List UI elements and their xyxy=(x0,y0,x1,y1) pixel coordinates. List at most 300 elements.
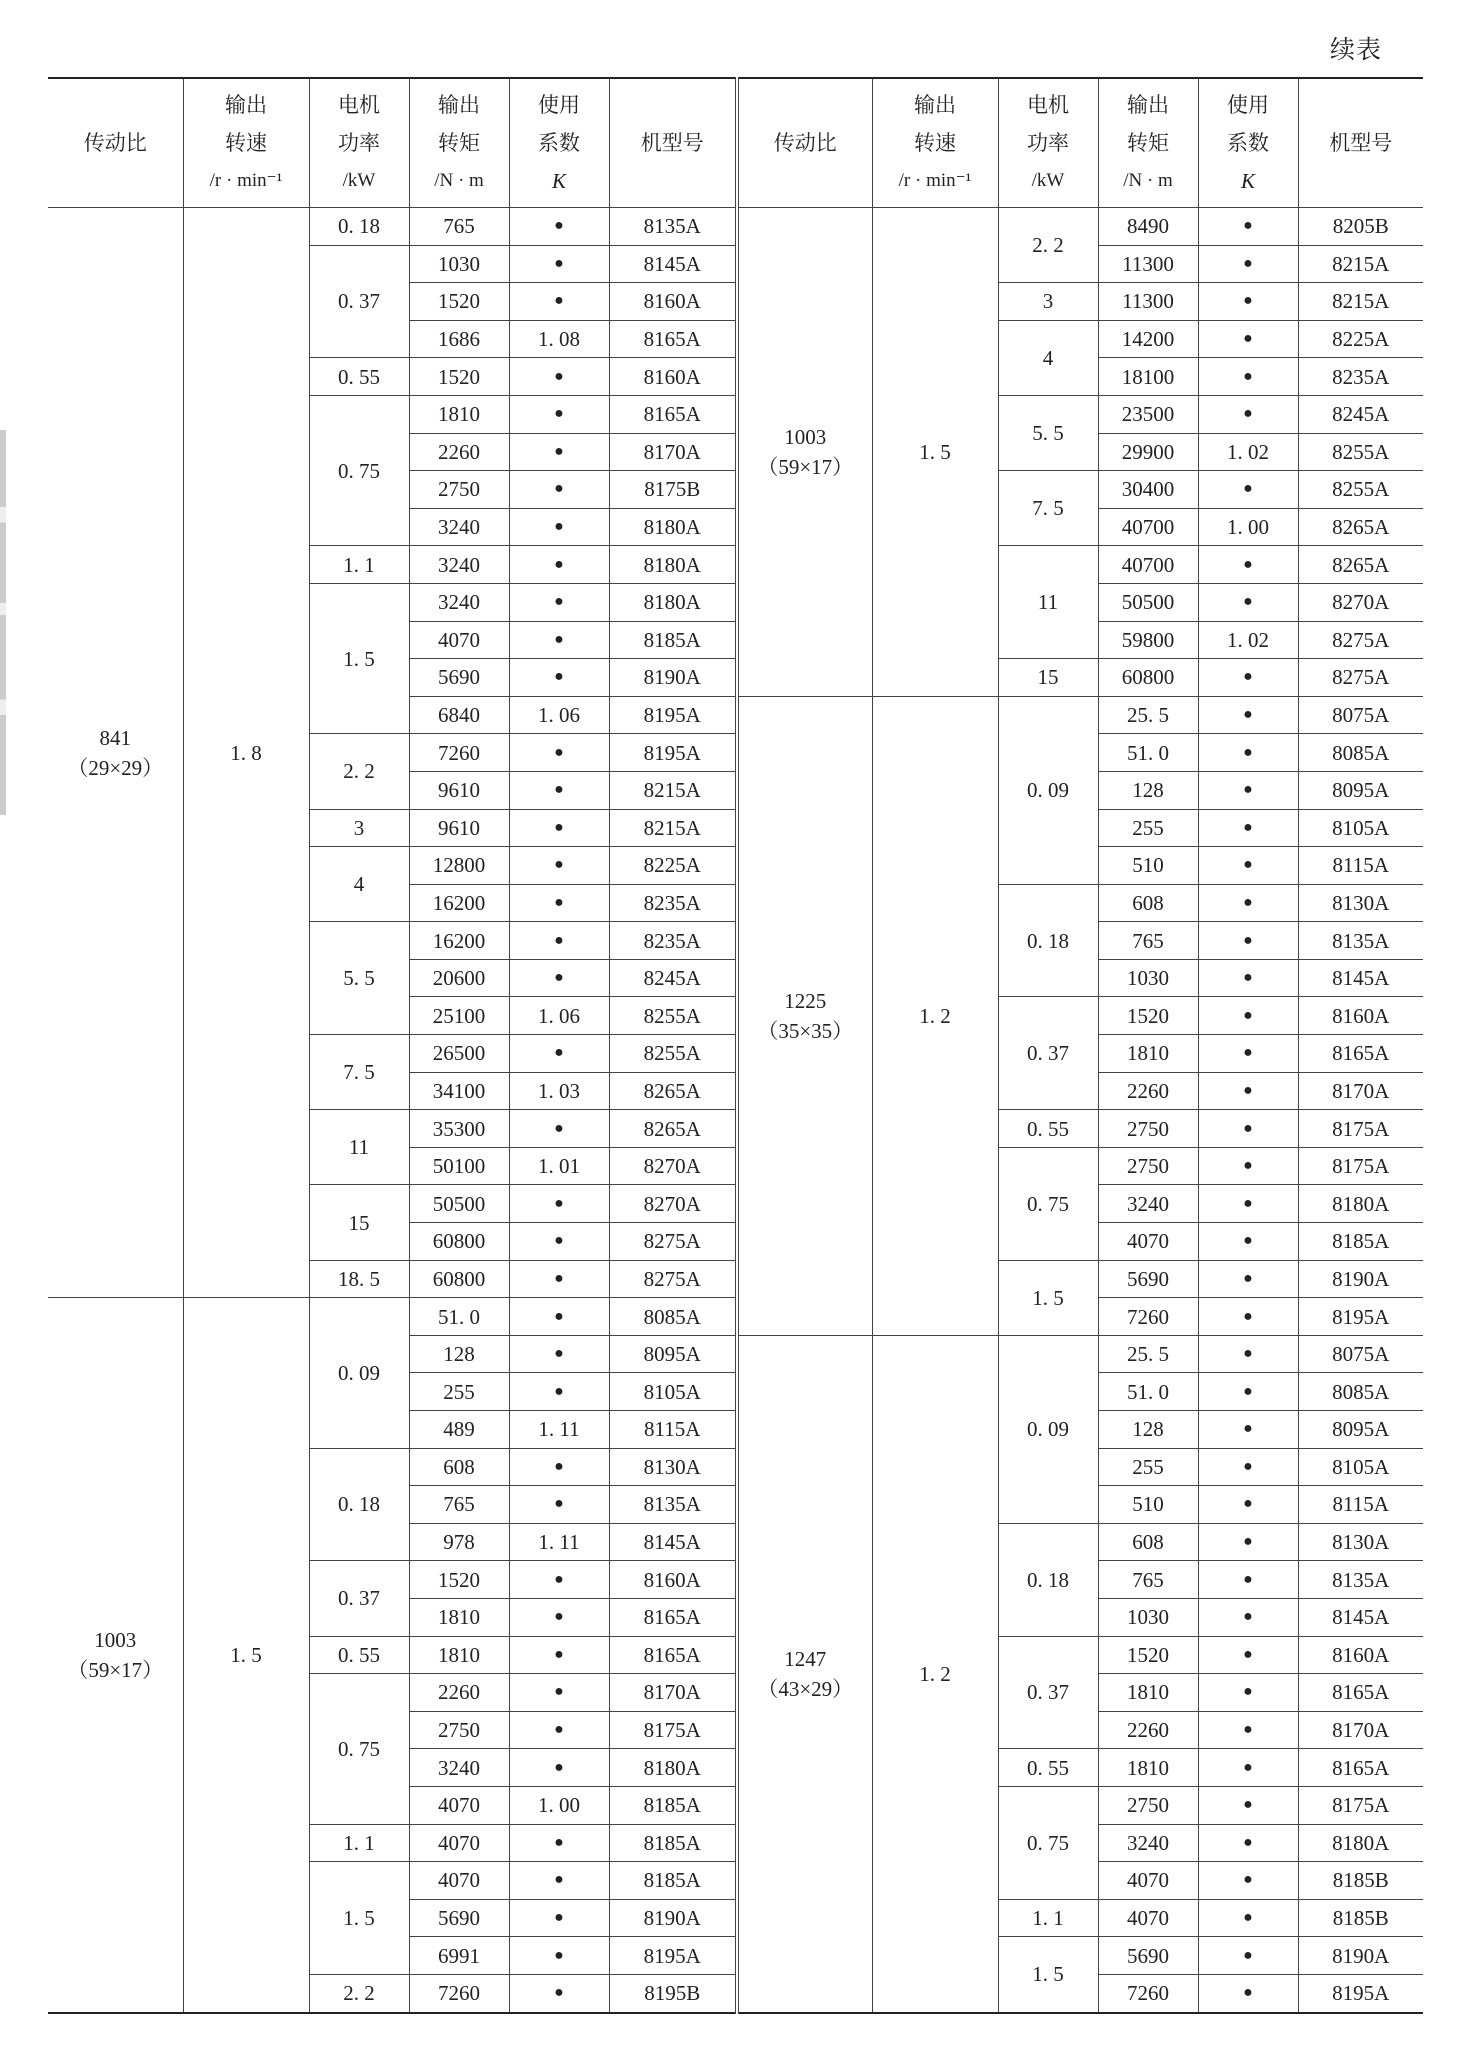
table-cell: ● xyxy=(509,471,609,509)
table-cell: 3 xyxy=(998,283,1098,321)
table-cell: 16200 xyxy=(409,922,509,960)
table-cell: ● xyxy=(1198,1899,1298,1937)
header-line: 输出 xyxy=(225,93,267,117)
table-cell: 60800 xyxy=(409,1223,509,1261)
table-cell: 489 xyxy=(409,1411,509,1449)
table-cell: 25100 xyxy=(409,997,509,1035)
table-cell: 4070 xyxy=(1098,1223,1198,1261)
table-cell: 5690 xyxy=(409,1899,509,1937)
table-cell: 1810 xyxy=(409,1598,509,1636)
table-cell: 8175B xyxy=(609,471,737,509)
table-cell: 8490 xyxy=(1098,208,1198,246)
table-cell: 14200 xyxy=(1098,320,1198,358)
header-line: 系数 xyxy=(1227,131,1269,155)
table-cell: ● xyxy=(509,1711,609,1749)
table-cell: 8130A xyxy=(1298,884,1423,922)
table-cell: ● xyxy=(1198,1598,1298,1636)
table-cell: ● xyxy=(1198,1636,1298,1674)
table-cell: 11300 xyxy=(1098,245,1198,283)
table-cell: 18. 5 xyxy=(309,1260,409,1298)
table-cell: 8160A xyxy=(1298,997,1423,1035)
table-cell: 8180A xyxy=(609,508,737,546)
table-cell: 8205B xyxy=(1298,208,1423,246)
table-cell: 8190A xyxy=(1298,1937,1423,1975)
table-cell: 8145A xyxy=(1298,1598,1423,1636)
table-cell: 1810 xyxy=(1098,1749,1198,1787)
table-cell: 8075A xyxy=(1298,1335,1423,1373)
table-cell: 0. 18 xyxy=(309,208,409,246)
header-line: 系数 xyxy=(538,131,580,155)
continued-table-title: 续表 xyxy=(1329,35,1382,64)
table-cell: 5690 xyxy=(409,659,509,697)
table-cell: 9610 xyxy=(409,809,509,847)
table-cell: 20600 xyxy=(409,959,509,997)
table-cell: ● xyxy=(509,922,609,960)
table-cell: 1. 02 xyxy=(1198,433,1298,471)
cell-line: 1003 xyxy=(784,424,827,449)
table-cell: 18100 xyxy=(1098,358,1198,396)
table-cell: 8275A xyxy=(1298,659,1423,697)
table-cell: ● xyxy=(509,884,609,922)
header-line: /N · m xyxy=(434,170,484,191)
table-cell: 1520 xyxy=(1098,1636,1198,1674)
table-cell: 0. 75 xyxy=(998,1786,1098,1899)
table-cell: 128 xyxy=(1098,1411,1198,1449)
table-cell: 1810 xyxy=(1098,1035,1198,1073)
header-line: /kW xyxy=(342,170,376,191)
table-cell: 1. 08 xyxy=(509,320,609,358)
table-cell: ● xyxy=(1198,1674,1298,1712)
header-line: 电机 xyxy=(1027,93,1069,117)
table-cell: 50500 xyxy=(409,1185,509,1223)
table-cell: 3240 xyxy=(1098,1185,1198,1223)
table-cell: ● xyxy=(509,508,609,546)
table-cell: 8170A xyxy=(1298,1711,1423,1749)
table-cell: ● xyxy=(509,1899,609,1937)
table-cell: ● xyxy=(1198,922,1298,960)
table-cell: 8180A xyxy=(609,546,737,584)
table-cell: 8160A xyxy=(609,1561,737,1599)
table-cell: ● xyxy=(1198,1260,1298,1298)
table-cell: 1030 xyxy=(1098,1598,1198,1636)
table-cell: 8095A xyxy=(1298,1411,1423,1449)
table-cell: 8265A xyxy=(1298,546,1423,584)
table-cell: 8215A xyxy=(1298,245,1423,283)
table-cell: ● xyxy=(509,433,609,471)
table-cell: 8095A xyxy=(1298,771,1423,809)
table-cell: 1. 06 xyxy=(509,696,609,734)
table-cell: ● xyxy=(1198,1072,1298,1110)
table-cell: 765 xyxy=(409,1486,509,1524)
table-cell: 8105A xyxy=(609,1373,737,1411)
table-cell xyxy=(737,208,872,697)
table-cell: 8195A xyxy=(609,696,737,734)
table-cell: ● xyxy=(509,583,609,621)
table-cell: ● xyxy=(1198,1974,1298,2012)
table-cell: 2750 xyxy=(1098,1110,1198,1148)
table-cell: 1810 xyxy=(409,1636,509,1674)
table-cell: ● xyxy=(509,395,609,433)
table-cell: 8085A xyxy=(1298,734,1423,772)
table-cell: 0. 18 xyxy=(309,1448,409,1561)
table-cell: ● xyxy=(1198,1523,1298,1561)
table-cell: 255 xyxy=(1098,1448,1198,1486)
table-cell: 510 xyxy=(1098,1486,1198,1524)
table-cell: 6840 xyxy=(409,696,509,734)
table-cell: ● xyxy=(509,546,609,584)
table-cell: 8075A xyxy=(1298,696,1423,734)
table-cell: ● xyxy=(1198,771,1298,809)
table-cell: 8245A xyxy=(609,959,737,997)
table-cell: 4070 xyxy=(409,1786,509,1824)
table-cell: 1. 5 xyxy=(998,1937,1098,2013)
table-cell: 8145A xyxy=(609,245,737,283)
table-cell: ● xyxy=(1198,1937,1298,1975)
table-cell: 8270A xyxy=(609,1147,737,1185)
table-cell: ● xyxy=(509,621,609,659)
table-cell: 8275A xyxy=(609,1260,737,1298)
table-cell: 0. 18 xyxy=(998,884,1098,997)
table-cell: ● xyxy=(509,1335,609,1373)
table-cell: ● xyxy=(1198,847,1298,885)
cell-line: 1003 xyxy=(94,1627,137,1652)
header-motor-power xyxy=(998,78,1098,208)
table-cell: ● xyxy=(509,1110,609,1148)
table-cell: 1. 2 xyxy=(872,696,998,1335)
table-cell: ● xyxy=(509,1486,609,1524)
header-output-torque xyxy=(1098,78,1198,208)
table-cell: 4070 xyxy=(409,1862,509,1900)
table-cell: 3240 xyxy=(409,1749,509,1787)
table-cell: ● xyxy=(1198,997,1298,1035)
header-service-factor xyxy=(1198,78,1298,208)
table-cell: ● xyxy=(1198,583,1298,621)
table-cell: 8095A xyxy=(609,1335,737,1373)
table-cell: 8225A xyxy=(1298,320,1423,358)
table-cell: 8180A xyxy=(1298,1185,1423,1223)
table-cell: ● xyxy=(509,1260,609,1298)
table-cell: 8165A xyxy=(1298,1749,1423,1787)
table-cell: 608 xyxy=(409,1448,509,1486)
table-cell: 1520 xyxy=(409,283,509,321)
table-cell: 8235A xyxy=(1298,358,1423,396)
header-line: /r · min⁻¹ xyxy=(209,170,283,191)
table-cell: ● xyxy=(1198,809,1298,847)
table-cell: 8165A xyxy=(1298,1035,1423,1073)
table-cell: 8085A xyxy=(609,1298,737,1336)
table-cell: ● xyxy=(1198,1862,1298,1900)
table-cell: 8170A xyxy=(609,1674,737,1712)
table-cell: 35300 xyxy=(409,1110,509,1148)
header-line: K xyxy=(1240,169,1255,193)
table-cell: 7260 xyxy=(1098,1298,1198,1336)
table-cell: 8180A xyxy=(609,583,737,621)
table-cell: ● xyxy=(1198,1147,1298,1185)
table-cell: 510 xyxy=(1098,847,1198,885)
table-cell: 8185A xyxy=(1298,1223,1423,1261)
table-cell: ● xyxy=(509,734,609,772)
table-cell: 1. 00 xyxy=(509,1786,609,1824)
header-line: 使用 xyxy=(538,93,580,117)
table-cell: 8160A xyxy=(609,358,737,396)
table-cell: 8115A xyxy=(609,1411,737,1449)
header-line: 使用 xyxy=(1227,93,1269,117)
table-cell: ● xyxy=(509,1035,609,1073)
table-cell: ● xyxy=(509,1862,609,1900)
table-cell: 8130A xyxy=(1298,1523,1423,1561)
table-cell: ● xyxy=(1198,884,1298,922)
table-cell: 0. 37 xyxy=(309,245,409,358)
table-cell: 29900 xyxy=(1098,433,1198,471)
table-cell: 1. 1 xyxy=(309,546,409,584)
table-cell: 8175A xyxy=(1298,1147,1423,1185)
table-cell: 255 xyxy=(1098,809,1198,847)
table-cell: ● xyxy=(509,283,609,321)
table-cell: 8265A xyxy=(609,1110,737,1148)
cell-line: （59×17） xyxy=(757,454,854,479)
header-line: 功率 xyxy=(338,131,380,155)
table-cell: 8145A xyxy=(1298,959,1423,997)
table-cell: ● xyxy=(1198,1110,1298,1148)
table-cell: 11 xyxy=(998,546,1098,659)
table-cell: ● xyxy=(509,1749,609,1787)
table-cell: ● xyxy=(1198,1711,1298,1749)
table-cell: 1. 5 xyxy=(309,1862,409,1975)
table-cell: ● xyxy=(1198,959,1298,997)
table-cell: 8170A xyxy=(609,433,737,471)
table-cell: ● xyxy=(1198,1373,1298,1411)
table-cell: 8085A xyxy=(1298,1373,1423,1411)
table-cell: 8190A xyxy=(1298,1260,1423,1298)
table-cell: 8195A xyxy=(609,734,737,772)
table-cell: 2260 xyxy=(1098,1072,1198,1110)
table-cell: 8165A xyxy=(609,1598,737,1636)
table-cell: 128 xyxy=(409,1335,509,1373)
table-cell: 50500 xyxy=(1098,583,1198,621)
table-cell: ● xyxy=(509,1974,609,2012)
table-cell: 5690 xyxy=(1098,1260,1198,1298)
table-cell: 8195A xyxy=(1298,1298,1423,1336)
table-cell: ● xyxy=(1198,659,1298,697)
table-cell: 2260 xyxy=(1098,1711,1198,1749)
table-cell: 3240 xyxy=(409,546,509,584)
table-cell: 8185B xyxy=(1298,1899,1423,1937)
table-cell: ● xyxy=(509,1824,609,1862)
table-cell: 40700 xyxy=(1098,546,1198,584)
page-edge-marks xyxy=(0,430,6,815)
table-cell: 8195A xyxy=(609,1937,737,1975)
table-cell: ● xyxy=(509,1298,609,1336)
header-line: /N · m xyxy=(1123,170,1173,191)
table-cell: 8165A xyxy=(609,1636,737,1674)
table-cell: 8185A xyxy=(609,1862,737,1900)
header-line: 功率 xyxy=(1027,131,1069,155)
table-cell: 6991 xyxy=(409,1937,509,1975)
table-cell: ● xyxy=(509,1448,609,1486)
table-cell: 0. 18 xyxy=(998,1523,1098,1636)
table-cell: ● xyxy=(1198,471,1298,509)
table-cell: 50100 xyxy=(409,1147,509,1185)
table-cell: 255 xyxy=(409,1373,509,1411)
table-cell: 7. 5 xyxy=(998,471,1098,546)
header-line: 输出 xyxy=(1127,93,1169,117)
table-cell: 0. 75 xyxy=(309,395,409,545)
table-cell: 25. 5 xyxy=(1098,1335,1198,1373)
table-cell: 7260 xyxy=(1098,1974,1198,2012)
table-cell: 8135A xyxy=(1298,922,1423,960)
table-cell: 1. 2 xyxy=(872,1335,998,2012)
table-cell: 1. 11 xyxy=(509,1523,609,1561)
table-cell: 1. 03 xyxy=(509,1072,609,1110)
table-cell: 23500 xyxy=(1098,395,1198,433)
table-cell: ● xyxy=(1198,1561,1298,1599)
header-output-speed xyxy=(183,78,309,208)
table-cell: 1520 xyxy=(409,1561,509,1599)
header-line: 机型号 xyxy=(640,131,704,155)
cell-line: （35×35） xyxy=(757,1018,854,1043)
table-cell: 51. 0 xyxy=(1098,734,1198,772)
header-line: 机型号 xyxy=(1329,131,1393,155)
table-cell: 1030 xyxy=(409,245,509,283)
table-cell: 8255A xyxy=(609,997,737,1035)
header-motor-power xyxy=(309,78,409,208)
table-cell: ● xyxy=(1198,245,1298,283)
header-line: 转速 xyxy=(914,131,956,155)
table-cell: 1. 1 xyxy=(998,1899,1098,1937)
table-cell: ● xyxy=(509,245,609,283)
table-cell: 1. 01 xyxy=(509,1147,609,1185)
table-cell: 60800 xyxy=(1098,659,1198,697)
cell-line: 1225 xyxy=(784,988,827,1013)
table-cell: ● xyxy=(509,1636,609,1674)
table-cell: 2. 2 xyxy=(998,208,1098,283)
table-cell: 4070 xyxy=(1098,1862,1198,1900)
table-cell: 1810 xyxy=(1098,1674,1198,1712)
table-cell: 8270A xyxy=(609,1185,737,1223)
table-cell: ● xyxy=(509,1185,609,1223)
table-cell: 608 xyxy=(1098,1523,1198,1561)
table-cell: 1. 5 xyxy=(872,208,998,697)
table-cell: 1. 1 xyxy=(309,1824,409,1862)
table-cell xyxy=(737,1335,872,2012)
table-cell xyxy=(737,696,872,1335)
table-cell: 8185A xyxy=(609,621,737,659)
table-cell: 0. 37 xyxy=(998,997,1098,1110)
table-cell: 8135A xyxy=(609,1486,737,1524)
table-cell: 8115A xyxy=(1298,1486,1423,1524)
table-cell: 51. 0 xyxy=(1098,1373,1198,1411)
header-service-factor xyxy=(509,78,609,208)
header-ratio xyxy=(737,78,872,208)
table-cell: 8275A xyxy=(1298,621,1423,659)
table-cell: 2260 xyxy=(409,433,509,471)
table-cell: 0. 55 xyxy=(998,1749,1098,1787)
table-cell: 8255A xyxy=(1298,471,1423,509)
table-cell: 8185A xyxy=(609,1786,737,1824)
table-cell: ● xyxy=(1198,283,1298,321)
table-cell: ● xyxy=(509,1674,609,1712)
table-cell: 15 xyxy=(998,659,1098,697)
table-cell: 26500 xyxy=(409,1035,509,1073)
header-line: 电机 xyxy=(338,93,380,117)
cell-line: （59×17） xyxy=(67,1657,164,1682)
table-cell: 8225A xyxy=(609,847,737,885)
table-cell: 7260 xyxy=(409,1974,509,2012)
table-cell: 4070 xyxy=(409,1824,509,1862)
table-cell: 8165A xyxy=(609,320,737,358)
table-cell: ● xyxy=(1198,734,1298,772)
table-cell: 8115A xyxy=(1298,847,1423,885)
table-cell: 8160A xyxy=(1298,1636,1423,1674)
table-cell: ● xyxy=(1198,320,1298,358)
table-cell: 1. 02 xyxy=(1198,621,1298,659)
table-cell: ● xyxy=(509,659,609,697)
table-cell: 8255A xyxy=(609,1035,737,1073)
table-cell: 0. 75 xyxy=(998,1147,1098,1260)
table-cell: ● xyxy=(1198,358,1298,396)
table-cell: 4 xyxy=(998,320,1098,395)
table-cell: ● xyxy=(509,208,609,246)
table-cell: 0. 55 xyxy=(309,1636,409,1674)
table-cell: 5. 5 xyxy=(998,395,1098,470)
table-cell: 8235A xyxy=(609,922,737,960)
table-cell: 1686 xyxy=(409,320,509,358)
table-cell: 8265A xyxy=(609,1072,737,1110)
table-cell: ● xyxy=(1198,1411,1298,1449)
table-cell: 8135A xyxy=(1298,1561,1423,1599)
table-cell: 8145A xyxy=(609,1523,737,1561)
table-cell: 2750 xyxy=(409,1711,509,1749)
table-cell: ● xyxy=(509,1598,609,1636)
table-cell: 12800 xyxy=(409,847,509,885)
table-cell: ● xyxy=(1198,208,1298,246)
table-cell: ● xyxy=(509,1223,609,1261)
table-cell: 608 xyxy=(1098,884,1198,922)
table-cell: 4070 xyxy=(409,621,509,659)
table-cell: 0. 55 xyxy=(309,358,409,396)
table-cell: 765 xyxy=(1098,922,1198,960)
table-cell: 8265A xyxy=(1298,508,1423,546)
table-cell: ● xyxy=(1198,696,1298,734)
table-cell: 0. 09 xyxy=(998,1335,1098,1523)
table-cell xyxy=(48,208,183,1298)
table-cell: 8255A xyxy=(1298,433,1423,471)
table-cell: 8180A xyxy=(1298,1824,1423,1862)
table-cell: 9610 xyxy=(409,771,509,809)
table-cell: ● xyxy=(1198,1749,1298,1787)
table-cell: 8190A xyxy=(609,659,737,697)
table-cell: 8180A xyxy=(609,1749,737,1787)
table-cell: 8215A xyxy=(609,771,737,809)
table-row xyxy=(48,208,1423,246)
table-cell: 3240 xyxy=(409,508,509,546)
table-cell: 2260 xyxy=(409,1674,509,1712)
table-cell: 25. 5 xyxy=(1098,696,1198,734)
table-cell: 8165A xyxy=(1298,1674,1423,1712)
table-cell: ● xyxy=(1198,546,1298,584)
table-cell: 8235A xyxy=(609,884,737,922)
table-cell: 11 xyxy=(309,1110,409,1185)
table-cell: 8175A xyxy=(1298,1110,1423,1148)
table-cell: 2. 2 xyxy=(309,734,409,809)
table-cell: ● xyxy=(509,771,609,809)
header-output-torque xyxy=(409,78,509,208)
table-cell: 8195B xyxy=(609,1974,737,2012)
table-cell: 3240 xyxy=(1098,1824,1198,1862)
table-cell: 1520 xyxy=(409,358,509,396)
table-cell: 59800 xyxy=(1098,621,1198,659)
table-body xyxy=(48,208,1423,2013)
